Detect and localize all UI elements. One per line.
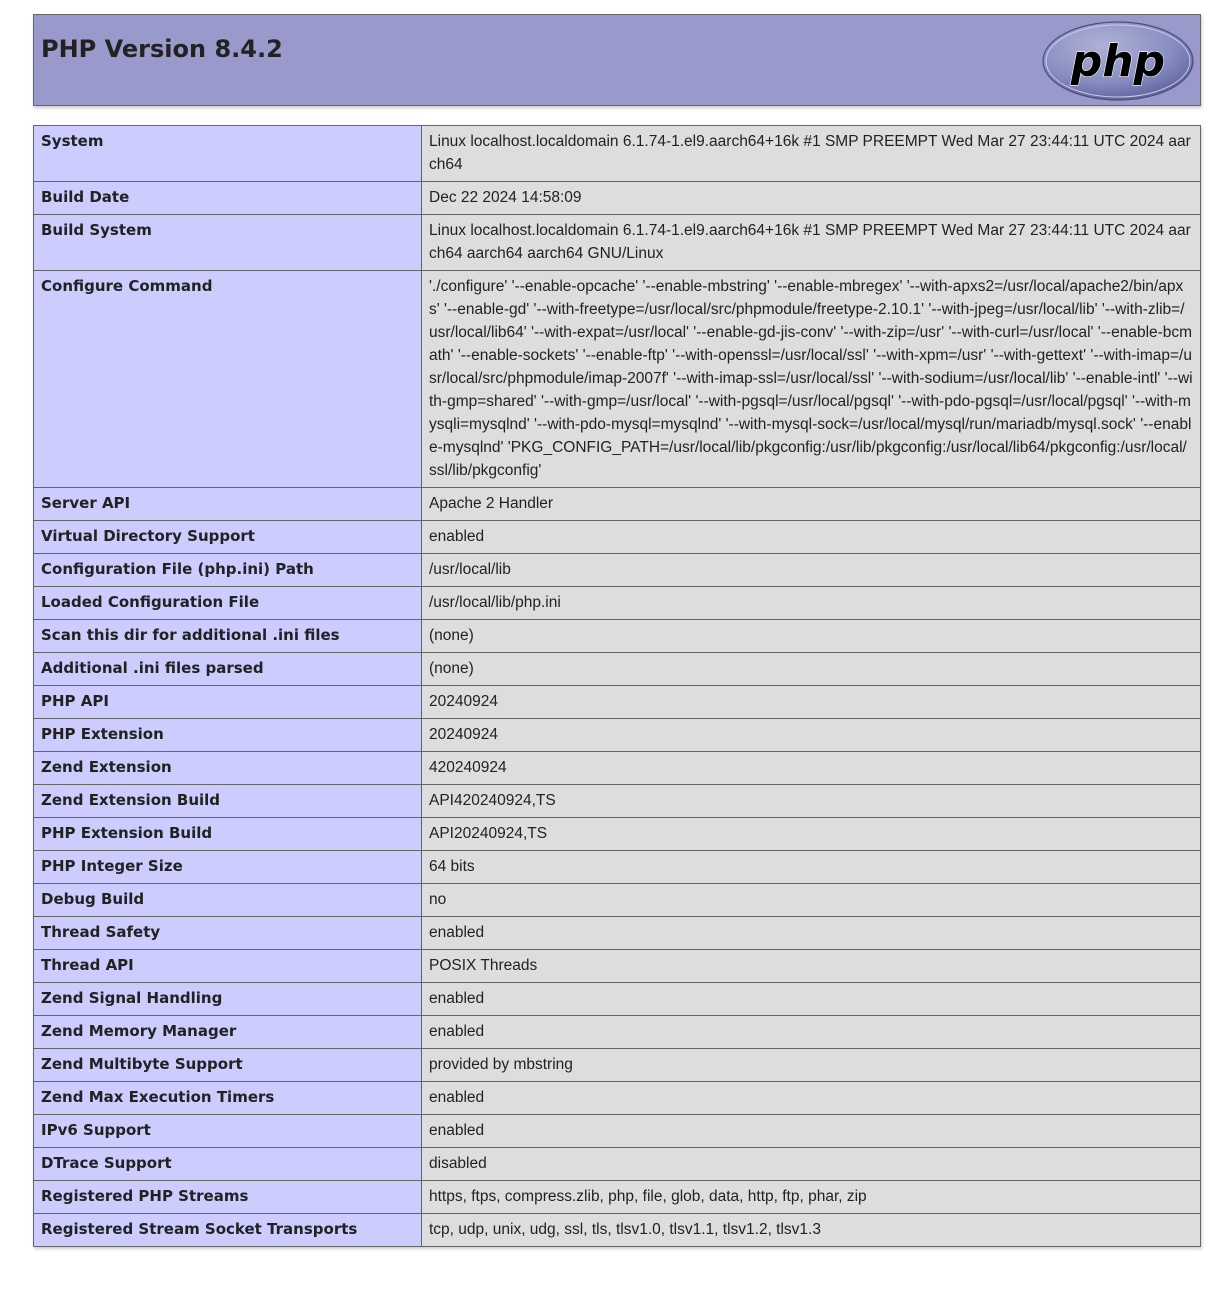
row-value: https, ftps, compress.zlib, php, file, glob, data, http, ftp, phar, zip <box>422 1181 1201 1214</box>
row-key: Thread API <box>34 950 422 983</box>
row-key: Zend Max Execution Timers <box>34 1082 422 1115</box>
row-value: API420240924,TS <box>422 785 1201 818</box>
table-row <box>34 521 1201 554</box>
row-value: enabled <box>422 1082 1201 1115</box>
table-row <box>34 1181 1201 1214</box>
row-value: './configure' '--enable-opcache' '--enable-mbstring' '--enable-mbregex' '--with-apxs2=/usr/local/apache2/bin/apxs' '--enable-gd' '--with-freetype=/usr/local/src/phpmodule/freetype-2.10.1' '--with-jpeg=/usr/local/lib' '--with-zlib=/usr/local/lib64' '--with-expat=/usr/local' '--enable-gd-jis-conv' '--with-zip=/usr' '--with-curl=/usr/local' '--enable-bcmath' '--enable-sockets' '--enable-ftp' '--with-openssl=/usr/local/ssl' '--with-xpm=/usr' '--with-gettext' '--with-imap=/usr/local/src/phpmodule/imap-2007f' '--with-imap-ssl=/usr/local/ssl' '--with-sodium=/usr/local/lib' '--enable-intl' '--with-gmp=shared' '--with-gmp=/usr/local' '--with-pgsql=/usr/local/pgsql' '--with-pdo-pgsql=/usr/local/pgsql' '--with-mysqli=mysqlnd' '--with-pdo-mysql=mysqlnd' '--with-mysql-sock=/usr/local/mysql/run/mariadb/mysql.sock' '--enable-mysqlnd' 'PKG_CONFIG_PATH=/usr/local/lib/pkgconfig:/usr/lib/pkgconfig:/usr/local/lib64/pkgconfig:/usr/local/ssl/lib/pkgconfig' <box>422 271 1201 488</box>
row-value: /usr/local/lib/php.ini <box>422 587 1201 620</box>
row-key: Server API <box>34 488 422 521</box>
table-row <box>34 620 1201 653</box>
row-key: PHP Integer Size <box>34 851 422 884</box>
row-value: enabled <box>422 1115 1201 1148</box>
row-key: PHP Extension Build <box>34 818 422 851</box>
row-key: IPv6 Support <box>34 1115 422 1148</box>
table-row <box>34 1148 1201 1181</box>
row-value: Linux localhost.localdomain 6.1.74-1.el9.aarch64+16k #1 SMP PREEMPT Wed Mar 27 23:44:11 UTC 2024 aarch64 aarch64 aarch64 GNU/Linux <box>422 215 1201 271</box>
table-row <box>34 785 1201 818</box>
row-key: Virtual Directory Support <box>34 521 422 554</box>
row-value: Dec 22 2024 14:58:09 <box>422 182 1201 215</box>
table-row <box>34 1214 1201 1247</box>
row-key: Build Date <box>34 182 422 215</box>
row-key: PHP API <box>34 686 422 719</box>
row-key: Loaded Configuration File <box>34 587 422 620</box>
row-key: System <box>34 126 422 182</box>
row-value: disabled <box>422 1148 1201 1181</box>
table-row <box>34 1049 1201 1082</box>
row-value: tcp, udp, unix, udg, ssl, tls, tlsv1.0, tlsv1.1, tlsv1.2, tlsv1.3 <box>422 1214 1201 1247</box>
table-row <box>34 719 1201 752</box>
table-row <box>34 917 1201 950</box>
row-value: enabled <box>422 521 1201 554</box>
row-value: /usr/local/lib <box>422 554 1201 587</box>
row-key: Zend Extension <box>34 752 422 785</box>
row-key: Thread Safety <box>34 917 422 950</box>
row-value: enabled <box>422 917 1201 950</box>
row-value: enabled <box>422 983 1201 1016</box>
table-row <box>34 126 1201 182</box>
row-key: PHP Extension <box>34 719 422 752</box>
table-row <box>34 950 1201 983</box>
row-value: (none) <box>422 620 1201 653</box>
row-value: Apache 2 Handler <box>422 488 1201 521</box>
svg-text:php: php <box>1070 36 1166 87</box>
table-row <box>34 752 1201 785</box>
row-value: 20240924 <box>422 719 1201 752</box>
row-key: Registered Stream Socket Transports <box>34 1214 422 1247</box>
row-value: no <box>422 884 1201 917</box>
row-key: DTrace Support <box>34 1148 422 1181</box>
table-row <box>34 1016 1201 1049</box>
row-key: Zend Memory Manager <box>34 1016 422 1049</box>
row-value: (none) <box>422 653 1201 686</box>
table-row <box>34 818 1201 851</box>
row-value: POSIX Threads <box>422 950 1201 983</box>
row-value: 64 bits <box>422 851 1201 884</box>
table-row <box>34 182 1201 215</box>
row-value: Linux localhost.localdomain 6.1.74-1.el9.aarch64+16k #1 SMP PREEMPT Wed Mar 27 23:44:11 UTC 2024 aarch64 <box>422 126 1201 182</box>
phpinfo-header <box>33 14 1201 106</box>
table-row <box>34 686 1201 719</box>
table-row <box>34 851 1201 884</box>
row-value: provided by mbstring <box>422 1049 1201 1082</box>
table-row <box>34 215 1201 271</box>
table-row <box>34 271 1201 488</box>
page-title: PHP Version 8.4.2 <box>41 35 283 63</box>
row-key: Debug Build <box>34 884 422 917</box>
row-value: enabled <box>422 1016 1201 1049</box>
table-row <box>34 884 1201 917</box>
row-key: Zend Multibyte Support <box>34 1049 422 1082</box>
row-key: Configuration File (php.ini) Path <box>34 554 422 587</box>
table-row <box>34 554 1201 587</box>
row-key: Build System <box>34 215 422 271</box>
row-value: 420240924 <box>422 752 1201 785</box>
table-row <box>34 653 1201 686</box>
table-row <box>34 983 1201 1016</box>
row-key: Zend Signal Handling <box>34 983 422 1016</box>
row-value: 20240924 <box>422 686 1201 719</box>
table-row <box>34 488 1201 521</box>
row-key: Scan this dir for additional .ini files <box>34 620 422 653</box>
table-row <box>34 587 1201 620</box>
table-row <box>34 1115 1201 1148</box>
php-info-table <box>33 125 1201 1247</box>
row-key: Additional .ini files parsed <box>34 653 422 686</box>
php-logo-icon <box>1042 21 1194 101</box>
table-row <box>34 1082 1201 1115</box>
row-key: Registered PHP Streams <box>34 1181 422 1214</box>
row-key: Configure Command <box>34 271 422 488</box>
row-key: Zend Extension Build <box>34 785 422 818</box>
row-value: API20240924,TS <box>422 818 1201 851</box>
